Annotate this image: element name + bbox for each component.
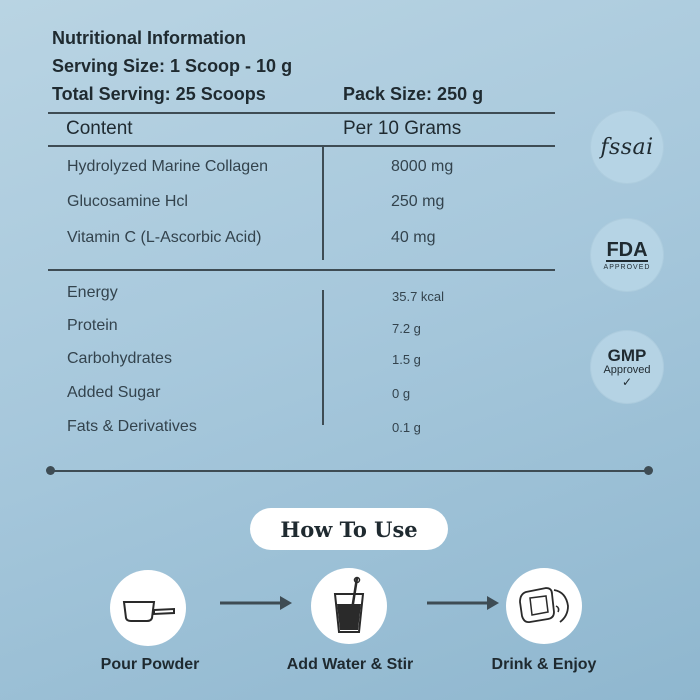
- divider-dot-left: [46, 466, 55, 475]
- step-add-water-stir: [311, 568, 387, 644]
- nutrient-value: 7.2 g: [392, 321, 421, 336]
- ingredient-name: Hydrolyzed Marine Collagen: [67, 158, 268, 175]
- step-pour-powder: [110, 570, 186, 646]
- nutrient-name: Protein: [67, 317, 118, 334]
- section-rule: [48, 269, 555, 271]
- total-serving: Total Serving: 25 Scoops: [52, 84, 266, 104]
- nutrient-name: Fats & Derivatives: [67, 418, 197, 435]
- fda-badge: [590, 218, 664, 292]
- scoop-icon: [118, 588, 178, 628]
- ingredient-value: 40 mg: [391, 229, 436, 246]
- drink-icon: [516, 582, 572, 630]
- nutrient-value: 0.1 g: [392, 420, 421, 435]
- fda-logo-text: FDA: [606, 238, 648, 261]
- table-top-rule: [48, 112, 555, 114]
- arrow-right-icon: [218, 595, 294, 611]
- ingredient-value: 8000 mg: [391, 158, 454, 175]
- fssai-badge: [590, 110, 664, 184]
- nutrient-name: Energy: [67, 284, 118, 301]
- nutrient-name: Carbohydrates: [67, 350, 172, 367]
- ingredient-name: Vitamin C (L-Ascorbic Acid): [67, 229, 262, 246]
- step-label: Drink & Enjoy: [491, 656, 597, 673]
- nutrient-value: 0 g: [392, 386, 411, 401]
- checkmark-icon: ✓: [621, 374, 633, 389]
- gmp-approved-text: Approved: [603, 363, 651, 376]
- pack-size: Pack Size: 250 g: [343, 84, 484, 104]
- step-label: Add Water & Stir: [286, 656, 414, 673]
- fda-approved-text: APPROVED: [603, 263, 651, 271]
- column-header-content: Content: [66, 118, 133, 139]
- step-label: Pour Powder: [100, 656, 200, 673]
- ingredient-value: 250 mg: [391, 193, 445, 210]
- nutrient-value: 35.7 kcal: [392, 289, 445, 304]
- section-divider: [50, 470, 648, 472]
- glass-stir-icon: [327, 576, 371, 636]
- gmp-badge: [590, 330, 664, 404]
- nutrition-title: Nutritional Information: [52, 28, 246, 48]
- column-divider-top: [322, 146, 324, 260]
- header-rule: [48, 145, 555, 147]
- column-divider-bottom: [322, 290, 324, 425]
- nutrient-name: Added Sugar: [67, 384, 161, 401]
- fssai-logo-text: fssai: [600, 134, 654, 160]
- serving-size: Serving Size: 1 Scoop - 10 g: [52, 56, 293, 76]
- column-header-per-10-grams: Per 10 Grams: [343, 118, 462, 139]
- ingredient-name: Glucosamine Hcl: [67, 193, 188, 210]
- step-drink-enjoy: [506, 568, 582, 644]
- arrow-right-icon: [425, 595, 501, 611]
- gmp-logo-text: GMP: [607, 345, 647, 365]
- how-to-use-heading: How To Use: [250, 508, 448, 550]
- nutrient-value: 1.5 g: [392, 352, 421, 367]
- divider-dot-right: [644, 466, 653, 475]
